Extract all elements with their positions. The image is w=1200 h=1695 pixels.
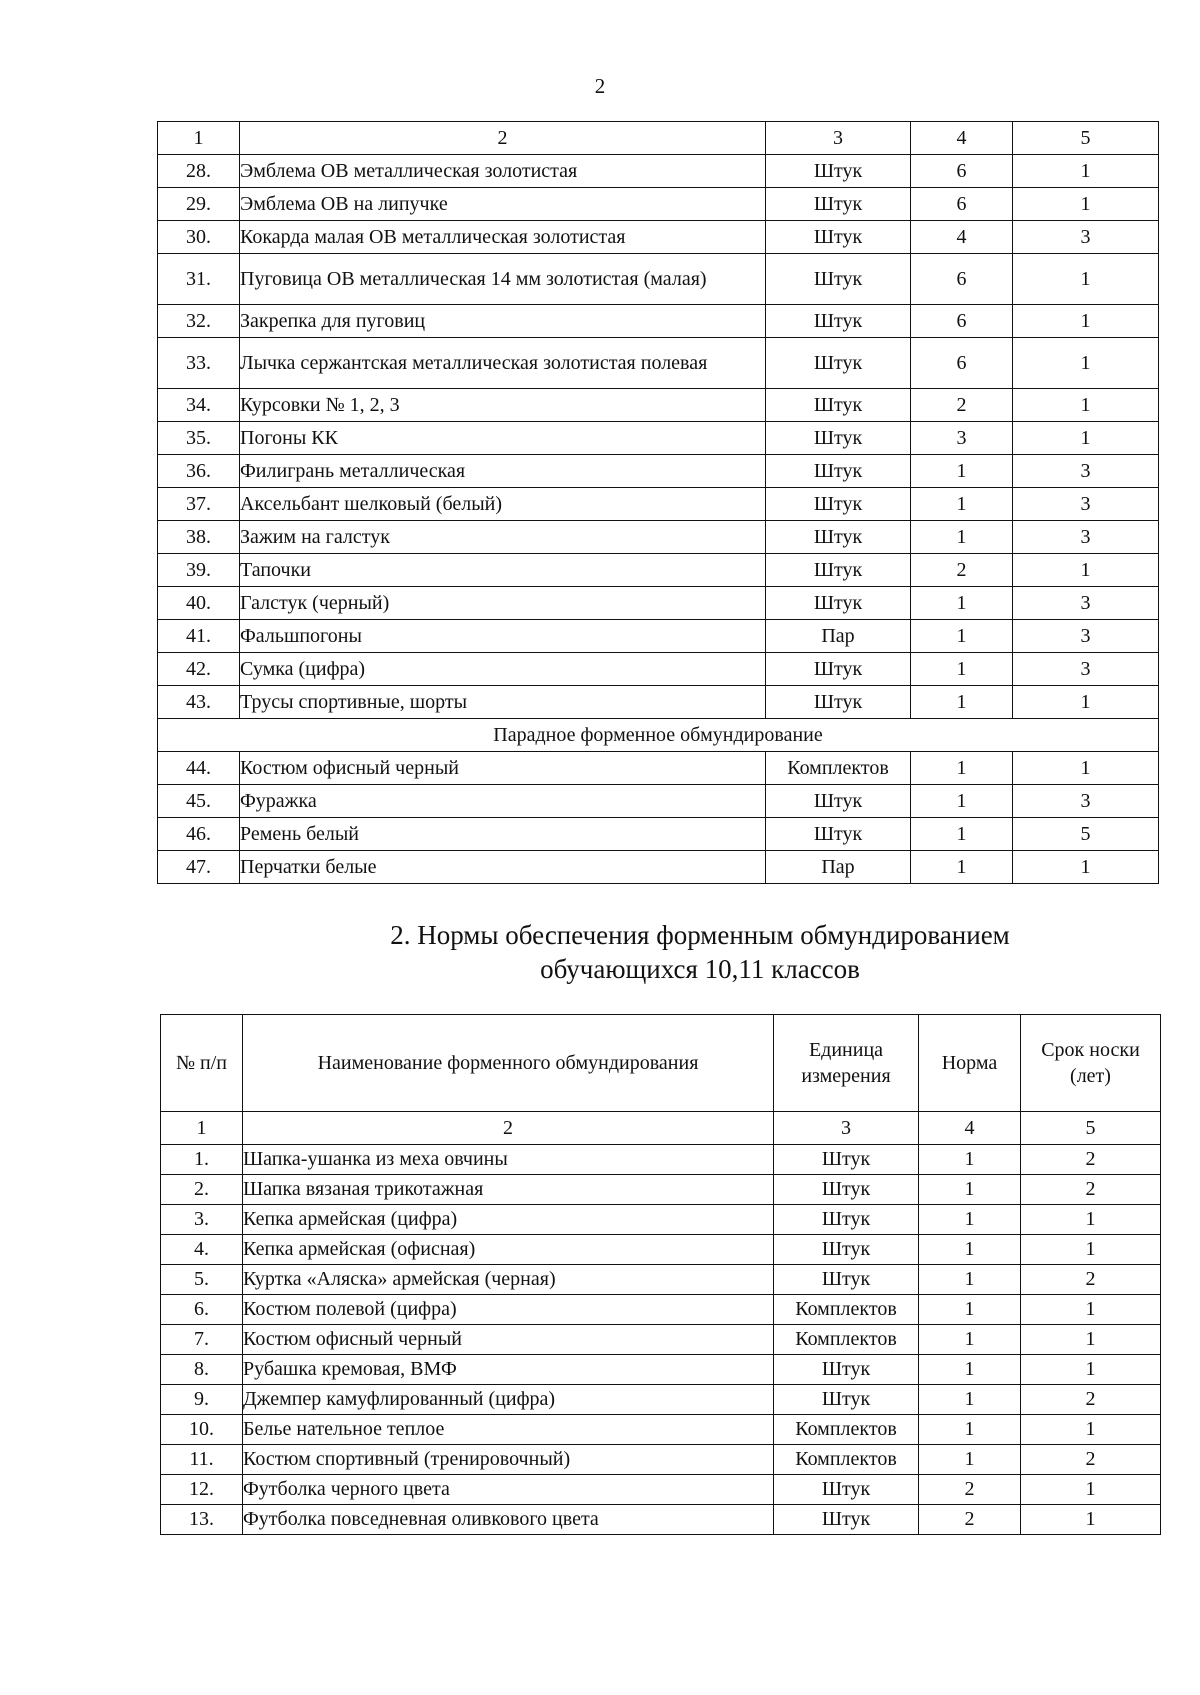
row-number: 32. [158, 305, 240, 338]
item-name: Фуражка [240, 785, 766, 818]
row-number: 1. [161, 1145, 243, 1175]
column-number: 2 [240, 122, 766, 155]
column-number: 1 [161, 1112, 243, 1145]
section-row-parade-uniform [158, 719, 1159, 752]
unit-of-measure: Штук [774, 1205, 919, 1235]
column-number: 5 [1021, 1112, 1161, 1145]
wear-term-years: 3 [1013, 785, 1159, 818]
item-name: Лычка сержантская металлическая золотистая полевая [240, 338, 766, 389]
norm-quantity: 1 [911, 488, 1013, 521]
table-row [161, 1415, 1161, 1445]
norm-quantity: 1 [911, 851, 1013, 884]
row-number: 28. [158, 155, 240, 188]
unit-of-measure: Штук [774, 1145, 919, 1175]
unit-of-measure: Штук [766, 338, 911, 389]
wear-term-years: 3 [1013, 653, 1159, 686]
unit-of-measure: Штук [766, 488, 911, 521]
unit-of-measure: Штук [766, 155, 911, 188]
unit-of-measure: Штук [774, 1475, 919, 1505]
table-row [158, 155, 1159, 188]
table-row [161, 1205, 1161, 1235]
page-number: 2 [594, 74, 606, 98]
unit-of-measure: Штук [766, 455, 911, 488]
table-row [158, 305, 1159, 338]
row-number: 4. [161, 1235, 243, 1265]
column-number: 2 [243, 1112, 774, 1145]
norm-quantity: 1 [919, 1295, 1021, 1325]
wear-term-years: 3 [1013, 455, 1159, 488]
table-row [158, 422, 1159, 455]
wear-term-years: 1 [1013, 188, 1159, 221]
unit-of-measure: Штук [766, 422, 911, 455]
table-row [158, 620, 1159, 653]
table-row [161, 1265, 1161, 1295]
wear-term-years: 1 [1021, 1355, 1161, 1385]
item-name: Куртка «Аляска» армейская (черная) [243, 1265, 774, 1295]
norm-quantity: 4 [911, 221, 1013, 254]
item-name: Костюм полевой (цифра) [243, 1295, 774, 1325]
item-name: Аксельбант шелковый (белый) [240, 488, 766, 521]
item-name: Футболка черного цвета [243, 1475, 774, 1505]
norm-quantity: 1 [919, 1355, 1021, 1385]
item-name: Курсовки № 1, 2, 3 [240, 389, 766, 422]
item-name: Футболка повседневная оливкового цвета [243, 1505, 774, 1535]
row-number: 37. [158, 488, 240, 521]
unit-of-measure: Штук [766, 188, 911, 221]
table-row [158, 488, 1159, 521]
unit-of-measure: Штук [774, 1175, 919, 1205]
norm-quantity: 3 [911, 422, 1013, 455]
norm-quantity: 1 [919, 1265, 1021, 1295]
table-row [158, 818, 1159, 851]
header-norm: Норма [919, 1015, 1021, 1112]
norm-quantity: 1 [919, 1205, 1021, 1235]
norm-quantity: 1 [919, 1415, 1021, 1445]
row-number: 30. [158, 221, 240, 254]
item-name: Кепка армейская (цифра) [243, 1205, 774, 1235]
table-row [158, 254, 1159, 305]
row-number: 33. [158, 338, 240, 389]
row-number: 43. [158, 686, 240, 719]
table-row [158, 389, 1159, 422]
row-number: 46. [158, 818, 240, 851]
norms-table-continued [157, 121, 1159, 884]
unit-of-measure: Комплектов [774, 1295, 919, 1325]
item-name: Джемпер камуфлированный (цифра) [243, 1385, 774, 1415]
wear-term-years: 1 [1013, 422, 1159, 455]
row-number: 45. [158, 785, 240, 818]
row-number: 31. [158, 254, 240, 305]
row-number: 41. [158, 620, 240, 653]
row-number: 47. [158, 851, 240, 884]
table-row [161, 1445, 1161, 1475]
wear-term-years: 1 [1021, 1325, 1161, 1355]
table-row [161, 1145, 1161, 1175]
wear-term-years: 3 [1013, 221, 1159, 254]
row-number: 34. [158, 389, 240, 422]
table-row [161, 1325, 1161, 1355]
table-row [161, 1385, 1161, 1415]
norm-quantity: 2 [919, 1505, 1021, 1535]
row-number: 7. [161, 1325, 243, 1355]
row-number: 38. [158, 521, 240, 554]
column-number: 5 [1013, 122, 1159, 155]
row-number: 5. [161, 1265, 243, 1295]
norm-quantity: 1 [911, 653, 1013, 686]
column-number-row [161, 1112, 1161, 1145]
row-number: 44. [158, 752, 240, 785]
table-row [158, 587, 1159, 620]
norms-table-continued-body [158, 122, 1159, 884]
row-number: 3. [161, 1205, 243, 1235]
norm-quantity: 6 [911, 155, 1013, 188]
unit-of-measure: Комплектов [774, 1325, 919, 1355]
norm-quantity: 1 [911, 686, 1013, 719]
unit-of-measure: Комплектов [766, 752, 911, 785]
wear-term-years: 1 [1013, 305, 1159, 338]
row-number: 42. [158, 653, 240, 686]
unit-of-measure: Штук [766, 818, 911, 851]
norm-quantity: 2 [911, 389, 1013, 422]
section-2-title-line-2: обучающихся 10,11 классов [540, 954, 860, 984]
table-row [161, 1355, 1161, 1385]
row-number: 11. [161, 1445, 243, 1475]
item-name: Костюм офисный черный [240, 752, 766, 785]
unit-of-measure: Пар [766, 851, 911, 884]
norm-quantity: 1 [911, 455, 1013, 488]
item-name: Эмблема ОВ металлическая золотистая [240, 155, 766, 188]
column-number-row [158, 122, 1159, 155]
norm-quantity: 6 [911, 254, 1013, 305]
row-number: 9. [161, 1385, 243, 1415]
norm-quantity: 1 [919, 1145, 1021, 1175]
table-row [158, 686, 1159, 719]
item-name: Рубашка кремовая, ВМФ [243, 1355, 774, 1385]
unit-of-measure: Штук [766, 587, 911, 620]
column-number: 4 [919, 1112, 1021, 1145]
norm-quantity: 1 [911, 752, 1013, 785]
table-row [158, 455, 1159, 488]
row-number: 6. [161, 1295, 243, 1325]
wear-term-years: 5 [1013, 818, 1159, 851]
norm-quantity: 1 [919, 1175, 1021, 1205]
norm-quantity: 6 [911, 305, 1013, 338]
norm-quantity: 1 [911, 521, 1013, 554]
wear-term-years: 1 [1013, 851, 1159, 884]
item-name: Филигрань металлическая [240, 455, 766, 488]
wear-term-years: 2 [1021, 1145, 1161, 1175]
table-row [158, 521, 1159, 554]
item-name: Погоны КК [240, 422, 766, 455]
row-number: 8. [161, 1355, 243, 1385]
unit-of-measure: Штук [774, 1385, 919, 1415]
wear-term-years: 2 [1021, 1175, 1161, 1205]
unit-of-measure: Пар [766, 620, 911, 653]
wear-term-years: 2 [1021, 1445, 1161, 1475]
table-row [158, 785, 1159, 818]
row-number: 12. [161, 1475, 243, 1505]
row-number: 10. [161, 1415, 243, 1445]
unit-of-measure: Штук [774, 1235, 919, 1265]
wear-term-years: 1 [1013, 338, 1159, 389]
norms-table-grades-10-11-body [161, 1015, 1161, 1535]
wear-term-years: 1 [1013, 155, 1159, 188]
wear-term-years: 1 [1013, 554, 1159, 587]
table-row [161, 1175, 1161, 1205]
table-row [158, 653, 1159, 686]
item-name: Эмблема ОВ на липучке [240, 188, 766, 221]
norm-quantity: 2 [919, 1475, 1021, 1505]
row-number: 36. [158, 455, 240, 488]
unit-of-measure: Комплектов [774, 1415, 919, 1445]
wear-term-years: 1 [1021, 1505, 1161, 1535]
wear-term-years: 3 [1013, 587, 1159, 620]
row-number: 35. [158, 422, 240, 455]
norm-quantity: 1 [911, 818, 1013, 851]
section-2-title-line-1: 2. Нормы обеспечения форменным обмундированием [390, 920, 1010, 950]
norm-quantity: 1 [919, 1235, 1021, 1265]
wear-term-years: 1 [1013, 254, 1159, 305]
unit-of-measure: Штук [766, 521, 911, 554]
item-name: Закрепка для пуговиц [240, 305, 766, 338]
wear-term-years: 1 [1021, 1235, 1161, 1265]
norm-quantity: 1 [911, 587, 1013, 620]
column-number: 3 [766, 122, 911, 155]
table-row [161, 1505, 1161, 1535]
item-name: Кепка армейская (офисная) [243, 1235, 774, 1265]
item-name: Тапочки [240, 554, 766, 587]
header-term: Срок носки (лет) [1021, 1015, 1161, 1112]
table-header-row [161, 1015, 1161, 1112]
item-name: Ремень белый [240, 818, 766, 851]
unit-of-measure: Штук [766, 785, 911, 818]
norm-quantity: 1 [911, 785, 1013, 818]
wear-term-years: 2 [1021, 1385, 1161, 1415]
wear-term-years: 3 [1013, 488, 1159, 521]
table-row [158, 338, 1159, 389]
item-name: Галстук (черный) [240, 587, 766, 620]
table-row [158, 221, 1159, 254]
item-name: Зажим на галстук [240, 521, 766, 554]
table-row [161, 1295, 1161, 1325]
item-name: Фальшпогоны [240, 620, 766, 653]
wear-term-years: 1 [1021, 1415, 1161, 1445]
wear-term-years: 1 [1013, 752, 1159, 785]
unit-of-measure: Штук [766, 686, 911, 719]
item-name: Сумка (цифра) [240, 653, 766, 686]
table-row [161, 1235, 1161, 1265]
wear-term-years: 1 [1021, 1295, 1161, 1325]
unit-of-measure: Штук [766, 305, 911, 338]
row-number: 39. [158, 554, 240, 587]
norm-quantity: 1 [919, 1445, 1021, 1475]
section-2-title [250, 918, 1150, 986]
column-number: 1 [158, 122, 240, 155]
wear-term-years: 1 [1013, 686, 1159, 719]
unit-of-measure: Штук [774, 1355, 919, 1385]
norm-quantity: 1 [919, 1325, 1021, 1355]
column-number: 3 [774, 1112, 919, 1145]
unit-of-measure: Штук [766, 554, 911, 587]
table-row [158, 188, 1159, 221]
norm-quantity: 1 [911, 620, 1013, 653]
header-unit: Единица измерения [774, 1015, 919, 1112]
item-name: Шапка вязаная трикотажная [243, 1175, 774, 1205]
item-name: Белье нательное теплое [243, 1415, 774, 1445]
item-name: Пуговица ОВ металлическая 14 мм золотистая (малая) [240, 254, 766, 305]
unit-of-measure: Штук [774, 1265, 919, 1295]
wear-term-years: 3 [1013, 620, 1159, 653]
wear-term-years: 2 [1021, 1265, 1161, 1295]
unit-of-measure: Штук [774, 1505, 919, 1535]
row-number: 40. [158, 587, 240, 620]
table-row [158, 851, 1159, 884]
item-name: Кокарда малая ОВ металлическая золотистая [240, 221, 766, 254]
norm-quantity: 6 [911, 188, 1013, 221]
row-number: 2. [161, 1175, 243, 1205]
wear-term-years: 3 [1013, 521, 1159, 554]
wear-term-years: 1 [1021, 1205, 1161, 1235]
table-row [161, 1475, 1161, 1505]
table-row [158, 752, 1159, 785]
unit-of-measure: Комплектов [774, 1445, 919, 1475]
norm-quantity: 1 [919, 1385, 1021, 1415]
norms-table-grades-10-11 [160, 1014, 1161, 1535]
item-name: Костюм спортивный (тренировочный) [243, 1445, 774, 1475]
unit-of-measure: Штук [766, 221, 911, 254]
row-number: 29. [158, 188, 240, 221]
item-name: Трусы спортивные, шорты [240, 686, 766, 719]
unit-of-measure: Штук [766, 389, 911, 422]
header-num: № п/п [161, 1015, 243, 1112]
norm-quantity: 6 [911, 338, 1013, 389]
item-name: Перчатки белые [240, 851, 766, 884]
unit-of-measure: Штук [766, 254, 911, 305]
section-label: Парадное форменное обмундирование [158, 719, 1159, 752]
item-name: Шапка-ушанка из меха овчины [243, 1145, 774, 1175]
norm-quantity: 2 [911, 554, 1013, 587]
table-row [158, 554, 1159, 587]
row-number: 13. [161, 1505, 243, 1535]
item-name: Костюм офисный черный [243, 1325, 774, 1355]
wear-term-years: 1 [1013, 389, 1159, 422]
unit-of-measure: Штук [766, 653, 911, 686]
header-name: Наименование форменного обмундирования [243, 1015, 774, 1112]
column-number: 4 [911, 122, 1013, 155]
wear-term-years: 1 [1021, 1475, 1161, 1505]
